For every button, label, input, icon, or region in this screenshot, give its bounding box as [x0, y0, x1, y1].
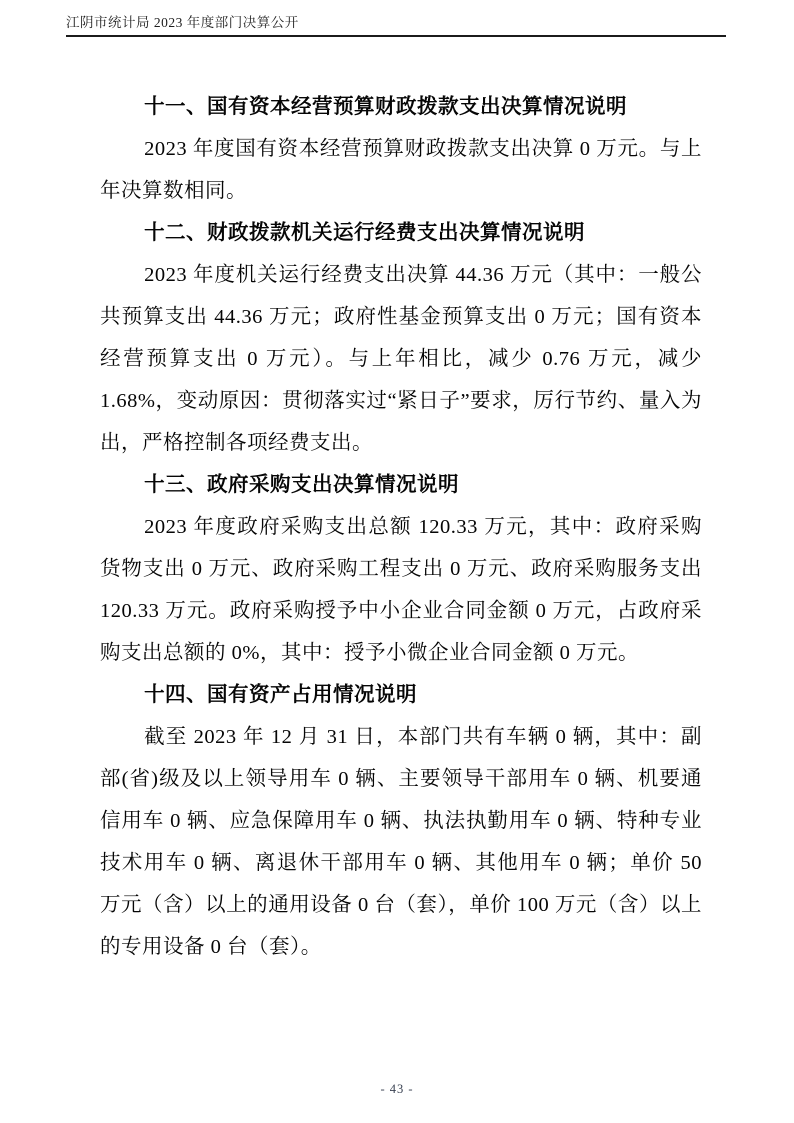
section-paragraph: 截至 2023 年 12 月 31 日，本部门共有车辆 0 辆，其中：副部(省)级及以上领导用车 0 辆、主要领导干部用车 0 辆、机要通信用车 0 辆、应急保障用车 0 辆、执法执勤用车 0 辆、特种专业技术用车 0 辆、离退休干部用车 0 辆、其他用车 0 辆；单价 50 万元（含）以上的通用设备 0 台（套），单价 100 万元（含）以上的专用设备 0 台（套）。: [100, 726, 702, 958]
section-government-procurement: [100, 464, 702, 674]
page-number: - 43 -: [380, 1082, 414, 1096]
section-paragraph: 2023 年度国有资本经营预算财政拨款支出决算 0 万元。与上年决算数相同。: [100, 138, 702, 202]
section-paragraph: 2023 年度政府采购支出总额 120.33 万元，其中：政府采购货物支出 0 万元、政府采购工程支出 0 万元、政府采购服务支出 120.33 万元。政府采购授予中小企业合同金额 0 万元，占政府采购支出总额的 0%，其中：授予小微企业合同金额 0 万元。: [100, 516, 702, 664]
page-header: [66, 11, 726, 37]
section-agency-operating-expense: [100, 212, 702, 464]
section-heading: 十一、国有资本经营预算财政拨款支出决算情况说明: [144, 96, 628, 118]
document-content: [100, 86, 702, 968]
page-footer: [0, 1080, 794, 1098]
section-heading: 十三、政府采购支出决算情况说明: [144, 474, 460, 496]
section-heading: 十四、国有资产占用情况说明: [144, 684, 418, 706]
section-state-capital-budget: [100, 86, 702, 212]
page-header-title: 江阴市统计局 2023 年度部门决算公开: [66, 15, 299, 30]
section-state-asset-occupancy: [100, 674, 702, 968]
section-heading: 十二、财政拨款机关运行经费支出决算情况说明: [144, 222, 586, 244]
section-paragraph: 2023 年度机关运行经费支出决算 44.36 万元（其中：一般公共预算支出 44.36 万元；政府性基金预算支出 0 万元；国有资本经营预算支出 0 万元）。与上年相比，减少 0.76 万元，减少 1.68%，变动原因：贯彻落实过“紧日子”要求，厉行节约、量入为出，严格控制各项经费支出。: [100, 264, 702, 454]
